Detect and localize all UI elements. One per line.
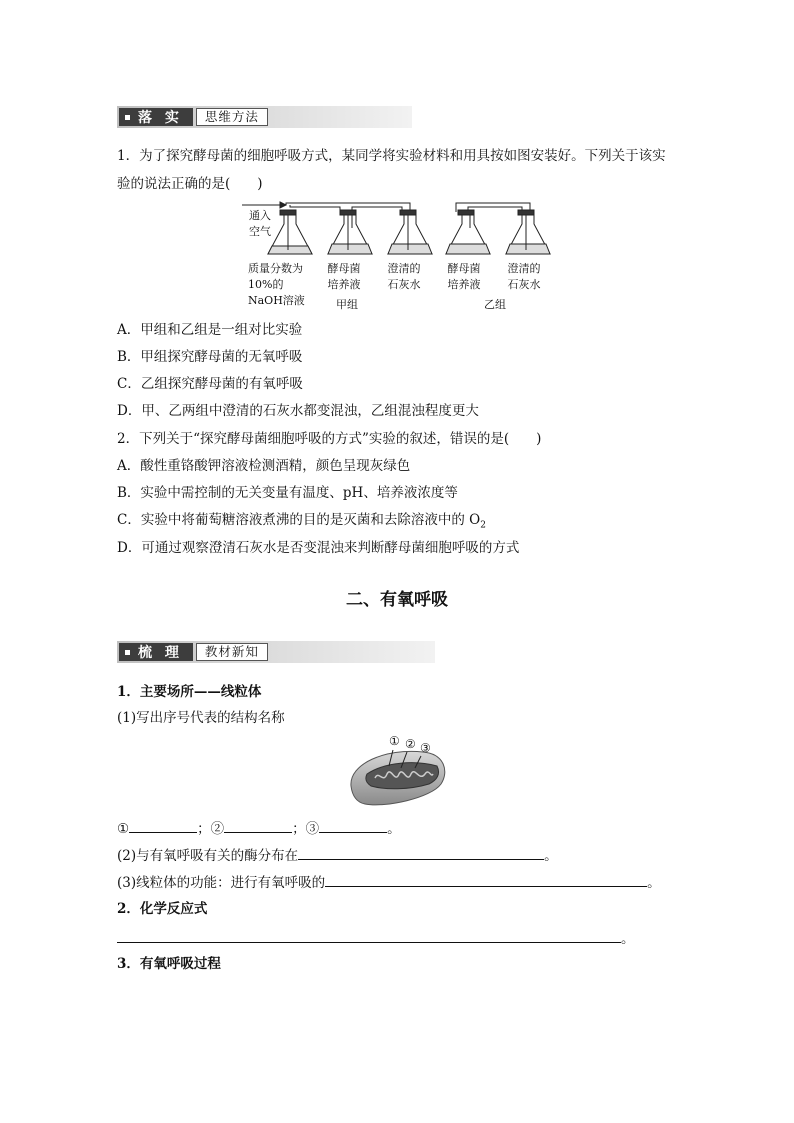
answer-blank-3[interactable] bbox=[319, 818, 387, 833]
q1-stem-line2: 验的说法正确的是( ) bbox=[117, 176, 263, 192]
apparatus-figure bbox=[240, 198, 560, 314]
s3-title: 3．有氧呼吸过程 bbox=[117, 956, 221, 972]
answer-blank-2[interactable] bbox=[224, 818, 292, 833]
section-title: 二、有氧呼吸 bbox=[346, 590, 448, 610]
banner-tag-text: 落 实 bbox=[138, 110, 183, 126]
flask-label-limewater-a: 澄清的石灰水 bbox=[387, 262, 421, 291]
mitochondrion-diagram bbox=[345, 734, 455, 810]
separator: ； bbox=[197, 821, 211, 837]
mark-3: ③ bbox=[420, 741, 431, 755]
section-banner-practice bbox=[117, 106, 412, 128]
flask-label-naoh: 质量分数为10%的NaOH溶液 bbox=[248, 262, 305, 307]
q1-option-b: B．甲组探究酵母菌的无氧呼吸 bbox=[117, 349, 303, 365]
q2-option-c-text: C．实验中将葡萄糖溶液煮沸的目的是灭菌和去除溶液中的 O bbox=[117, 512, 481, 528]
q2-option-b: B．实验中需控制的无关变量有温度、pH、培养液浓度等 bbox=[117, 485, 458, 501]
flask-label-yeast-b: 酵母菌培养液 bbox=[447, 262, 481, 291]
banner-tag bbox=[119, 643, 193, 661]
flasks bbox=[268, 210, 550, 254]
group-a-label: 甲组 bbox=[336, 298, 358, 311]
flask-label-yeast-a: 酵母菌培养液 bbox=[327, 262, 361, 291]
flask-label-limewater-b: 澄清的石灰水 bbox=[507, 262, 541, 291]
s1-sub3-text: (3)线粒体的功能：进行有氧呼吸的 bbox=[117, 875, 326, 891]
period: 。 bbox=[621, 931, 635, 947]
period: 。 bbox=[544, 848, 558, 864]
s1-sub2-text: (2)与有氧呼吸有关的酶分布在 bbox=[117, 848, 299, 864]
answer-mark-3: ③ bbox=[305, 821, 320, 837]
square-bullet-icon bbox=[125, 650, 130, 655]
sub2-blank[interactable] bbox=[298, 845, 544, 860]
q2-option-a: A．酸性重铬酸钾溶液检测酒精，颜色呈现灰绿色 bbox=[117, 458, 411, 474]
sub3-blank[interactable] bbox=[325, 872, 647, 887]
answer-mark-1: ① bbox=[117, 821, 130, 837]
section-banner-review bbox=[117, 641, 435, 663]
s2-title: 2．化学反应式 bbox=[117, 901, 208, 917]
flask-apparatus-diagram bbox=[240, 198, 560, 268]
s2-answer-line bbox=[117, 928, 635, 949]
s1-sub2 bbox=[117, 845, 558, 866]
q1-option-c: C．乙组探究酵母菌的有氧呼吸 bbox=[117, 376, 303, 392]
period: 。 bbox=[387, 821, 401, 837]
q2-option-d: D．可通过观察澄清石灰水是否变混浊来判断酵母菌细胞呼吸的方式 bbox=[117, 540, 520, 556]
banner-label: 思维方法 bbox=[196, 108, 268, 126]
s1-title: 1．主要场所——线粒体 bbox=[117, 684, 262, 700]
q1-stem-line1: 1．为了探究酵母菌的细胞呼吸方式，某同学将实验材料和用具按如图安装好。下列关于该实 bbox=[117, 148, 666, 164]
q2-stem: 2．下列关于“探究酵母菌细胞呼吸的方式”实验的叙述，错误的是( ) bbox=[117, 431, 542, 447]
answer-blank-1[interactable] bbox=[129, 818, 197, 833]
inlet-label: 通入空气 bbox=[249, 209, 271, 238]
period: 。 bbox=[647, 875, 661, 891]
q1-option-d: D．甲、乙两组中澄清的石灰水都变混浊，乙组混浊程度更大 bbox=[117, 403, 479, 419]
banner-label: 教材新知 bbox=[196, 643, 268, 661]
answer-mark-2: ② bbox=[210, 821, 225, 837]
mitochondrion-figure bbox=[345, 734, 455, 810]
separator: ； bbox=[292, 821, 306, 837]
q1-option-a: A．甲组和乙组是一组对比实验 bbox=[117, 322, 303, 338]
s1-answer-line bbox=[117, 818, 401, 839]
banner-tag-text: 梳 理 bbox=[138, 645, 183, 661]
mark-1: ① bbox=[389, 734, 400, 748]
q2-option-c bbox=[117, 510, 486, 536]
o2-subscript: 2 bbox=[480, 520, 486, 531]
reaction-blank[interactable] bbox=[117, 928, 621, 943]
s1-sub1: (1)写出序号代表的结构名称 bbox=[117, 710, 285, 726]
mark-2: ② bbox=[405, 737, 416, 751]
s1-sub3 bbox=[117, 872, 661, 893]
group-b-label: 乙组 bbox=[484, 298, 506, 311]
square-bullet-icon bbox=[125, 115, 130, 120]
banner-tag bbox=[119, 108, 193, 126]
